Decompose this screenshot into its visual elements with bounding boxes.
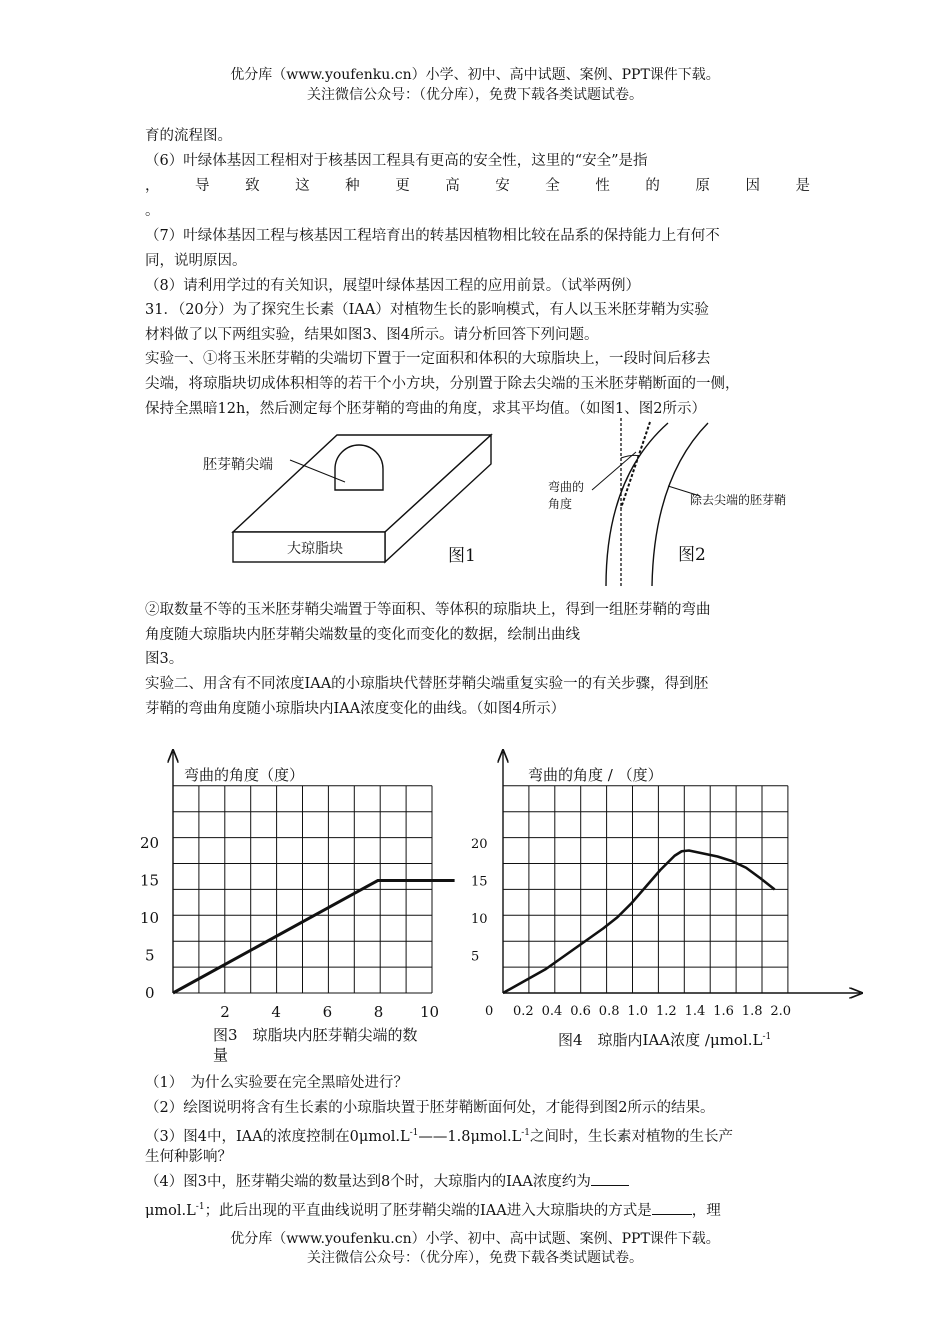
x-tick-label: 2 (220, 1003, 230, 1021)
y-tick-label: 10 (471, 912, 488, 927)
series-line (503, 851, 775, 994)
figure-4-chart (470, 740, 870, 1030)
q3-sup: -1 (521, 1128, 531, 1138)
text-line: 31．（20分）为了探究生长素（IAA）对植物生长的影响模式，有人以玉米胚芽鞘为实验 (145, 302, 709, 318)
text-line: 育的流程图。 (145, 128, 232, 144)
x-tick-label: 1.8 (741, 1004, 763, 1019)
y-tick-label: 20 (140, 834, 160, 852)
question-4-cont (145, 1195, 825, 1223)
text-line: 芽鞘的弯曲角度随小琼脂块内IAA浓度变化的曲线。（如图4所示） (145, 701, 566, 717)
x-tick-label: 6 (322, 1003, 333, 1021)
question-4 (145, 1170, 810, 1194)
q3-part: （3）图4中，IAA的浓度控制在0μmol.L (145, 1128, 410, 1145)
text-line: （6）叶绿体基因工程相对于核基因工程具有更高的安全性，这里的“安全”是指 (145, 153, 648, 169)
fig3-caption-1: 图3 琼脂块内胚芽鞘尖端的数 (213, 1026, 418, 1044)
footer-line-1: 优分库（www.youfenku.cn）小学、初中、高中试题、案例、PPT课件下载。 (230, 1231, 720, 1247)
q3-part: ——1.8μmol.L (418, 1128, 522, 1145)
angle-label-1: 弯曲的 (548, 480, 585, 494)
figure-3-chart (130, 740, 460, 1030)
y-tick-label: 5 (145, 946, 155, 965)
y-tick-label: 20 (471, 837, 488, 852)
question-2: （2）绘图说明将含有生长素的小琼脂块置于胚芽鞘断面何处，才能得到图2所示的结果。 (145, 1100, 715, 1116)
y-tick-label: 5 (471, 949, 480, 965)
x-tick-label: 1.6 (713, 1004, 734, 1019)
stem-label: 除去尖端的胚芽鞘 (690, 493, 787, 507)
q4-part: （4）图3中，胚芽鞘尖端的数量达到8个时，大琼脂内的IAA浓度约为 (145, 1174, 591, 1190)
fig4-caption-text: 图4 琼脂内IAA浓度 /μmol.L (558, 1031, 763, 1049)
x-tick-label: 0.8 (598, 1004, 620, 1019)
x-tick-label: 1.0 (627, 1004, 649, 1019)
header-line-2: 关注微信公众号：（优分库），免费下载各类试题试卷。 (307, 87, 643, 103)
text-line: （7）叶绿体基因工程与核基因工程培育出的转基因植物相比较在品系的保持能力上有何不 (145, 228, 720, 244)
chart-grid (503, 786, 788, 993)
text-line: 尖端，将琼脂块切成体积相等的若干个小方块，分别置于除去尖端的玉米胚芽鞘断面的一侧， (145, 376, 740, 392)
footer-line-2: 关注微信公众号：（优分库），免费下载各类试题试卷。 (307, 1250, 643, 1266)
text-line: 角度随大琼脂块内胚芽鞘尖端数量的变化而变化的数据，绘制出曲线 (145, 627, 580, 643)
question-3-cont: 生何种影响？ (145, 1149, 232, 1165)
fig4-caption-sup: -1 (762, 1032, 772, 1042)
fig2-caption: 图2 (678, 545, 706, 565)
text-line: 图3。 (145, 651, 184, 667)
y-axis-title: 弯曲的角度（度） (184, 766, 305, 784)
fig4-caption (558, 1027, 771, 1050)
coleoptile-tip (335, 445, 383, 490)
x-tick-label: 8 (373, 1003, 384, 1021)
fig1-caption: 图1 (448, 546, 476, 566)
text-line: （8）请利用学过的有关知识，展望叶绿体基因工程的应用前景。（试举两例） (145, 278, 640, 294)
x-tick-label: 4 (271, 1003, 281, 1021)
chart-grid (173, 786, 432, 993)
y-tick-label: 15 (471, 874, 488, 890)
text-line: 实验二、用含有不同浓度IAA的小琼脂块代替胚芽鞘尖端重复实验一的有关步骤，得到胚 (145, 676, 709, 692)
y-tick-label: 15 (140, 871, 160, 890)
q4-part: ，理 (691, 1202, 721, 1219)
x-tick-label: 2.0 (770, 1004, 792, 1019)
x-tick-label: 0.4 (541, 1004, 563, 1019)
text-line: 保持全黑暗12h，然后测定每个胚芽鞘的弯曲的角度，求其平均值。（如图1、图2所示） (145, 401, 706, 417)
q4-part: μmol.L (145, 1202, 196, 1219)
q3-sup: -1 (409, 1128, 419, 1138)
y-tick-label: 10 (140, 909, 160, 927)
fig3-caption-2: 量 (213, 1046, 229, 1064)
header-line-1: 优分库（www.youfenku.cn）小学、初中、高中试题、案例、PPT课件下载。 (230, 67, 720, 83)
x-tick-label: 1.4 (684, 1004, 706, 1019)
q3-part: 之间时，生长素对植物的生长产 (530, 1128, 734, 1145)
q4-sup: -1 (195, 1202, 205, 1212)
x-tick-label: 10 (420, 1003, 440, 1021)
text-line: 。 (145, 203, 160, 219)
x-tick-label: 0.2 (513, 1004, 534, 1019)
figure-2 (540, 418, 830, 593)
question-1: （1） 为什么实验要在完全黑暗处进行？ (145, 1075, 408, 1091)
text-line: 实验一、①将玉米胚芽鞘的尖端切下置于一定面积和体积的大琼脂块上，一段时间后移去 (145, 351, 711, 367)
x-tick-label: 1.2 (656, 1004, 677, 1019)
y-axis-title: 弯曲的角度 / （度） (528, 766, 663, 784)
block-label: 大琼脂块 (287, 541, 343, 557)
text-line: ②取数量不等的玉米胚芽鞘尖端置于等面积、等体积的琼脂块上，得到一组胚芽鞘的弯曲 (145, 602, 711, 618)
text-line: 同，说明原因。 (145, 253, 247, 269)
x-tick-label: 0 (485, 1004, 494, 1019)
chart-tick-labels (471, 837, 791, 1019)
tip-label: 胚芽鞘尖端 (203, 457, 273, 473)
series-line (173, 881, 455, 994)
q4-part: ；此后出现的平直曲线说明了胚芽鞘尖端的IAA进入大琼脂块的方式是 (204, 1202, 652, 1219)
figure-1 (195, 430, 515, 580)
tangent-line (621, 422, 650, 508)
text-line: ，导致这种更高安全性的原因是 (145, 178, 810, 194)
y-tick-label: 0 (145, 984, 155, 1002)
answer-blank[interactable] (652, 1200, 692, 1215)
text-line: 材料做了以下两组实验，结果如图3、图4所示。请分析回答下列问题。 (145, 327, 599, 343)
x-tick-label: 0.6 (570, 1004, 591, 1019)
answer-blank[interactable] (591, 1171, 629, 1186)
angle-label-2: 角度 (548, 497, 573, 511)
coleoptile-left-edge (606, 423, 668, 586)
